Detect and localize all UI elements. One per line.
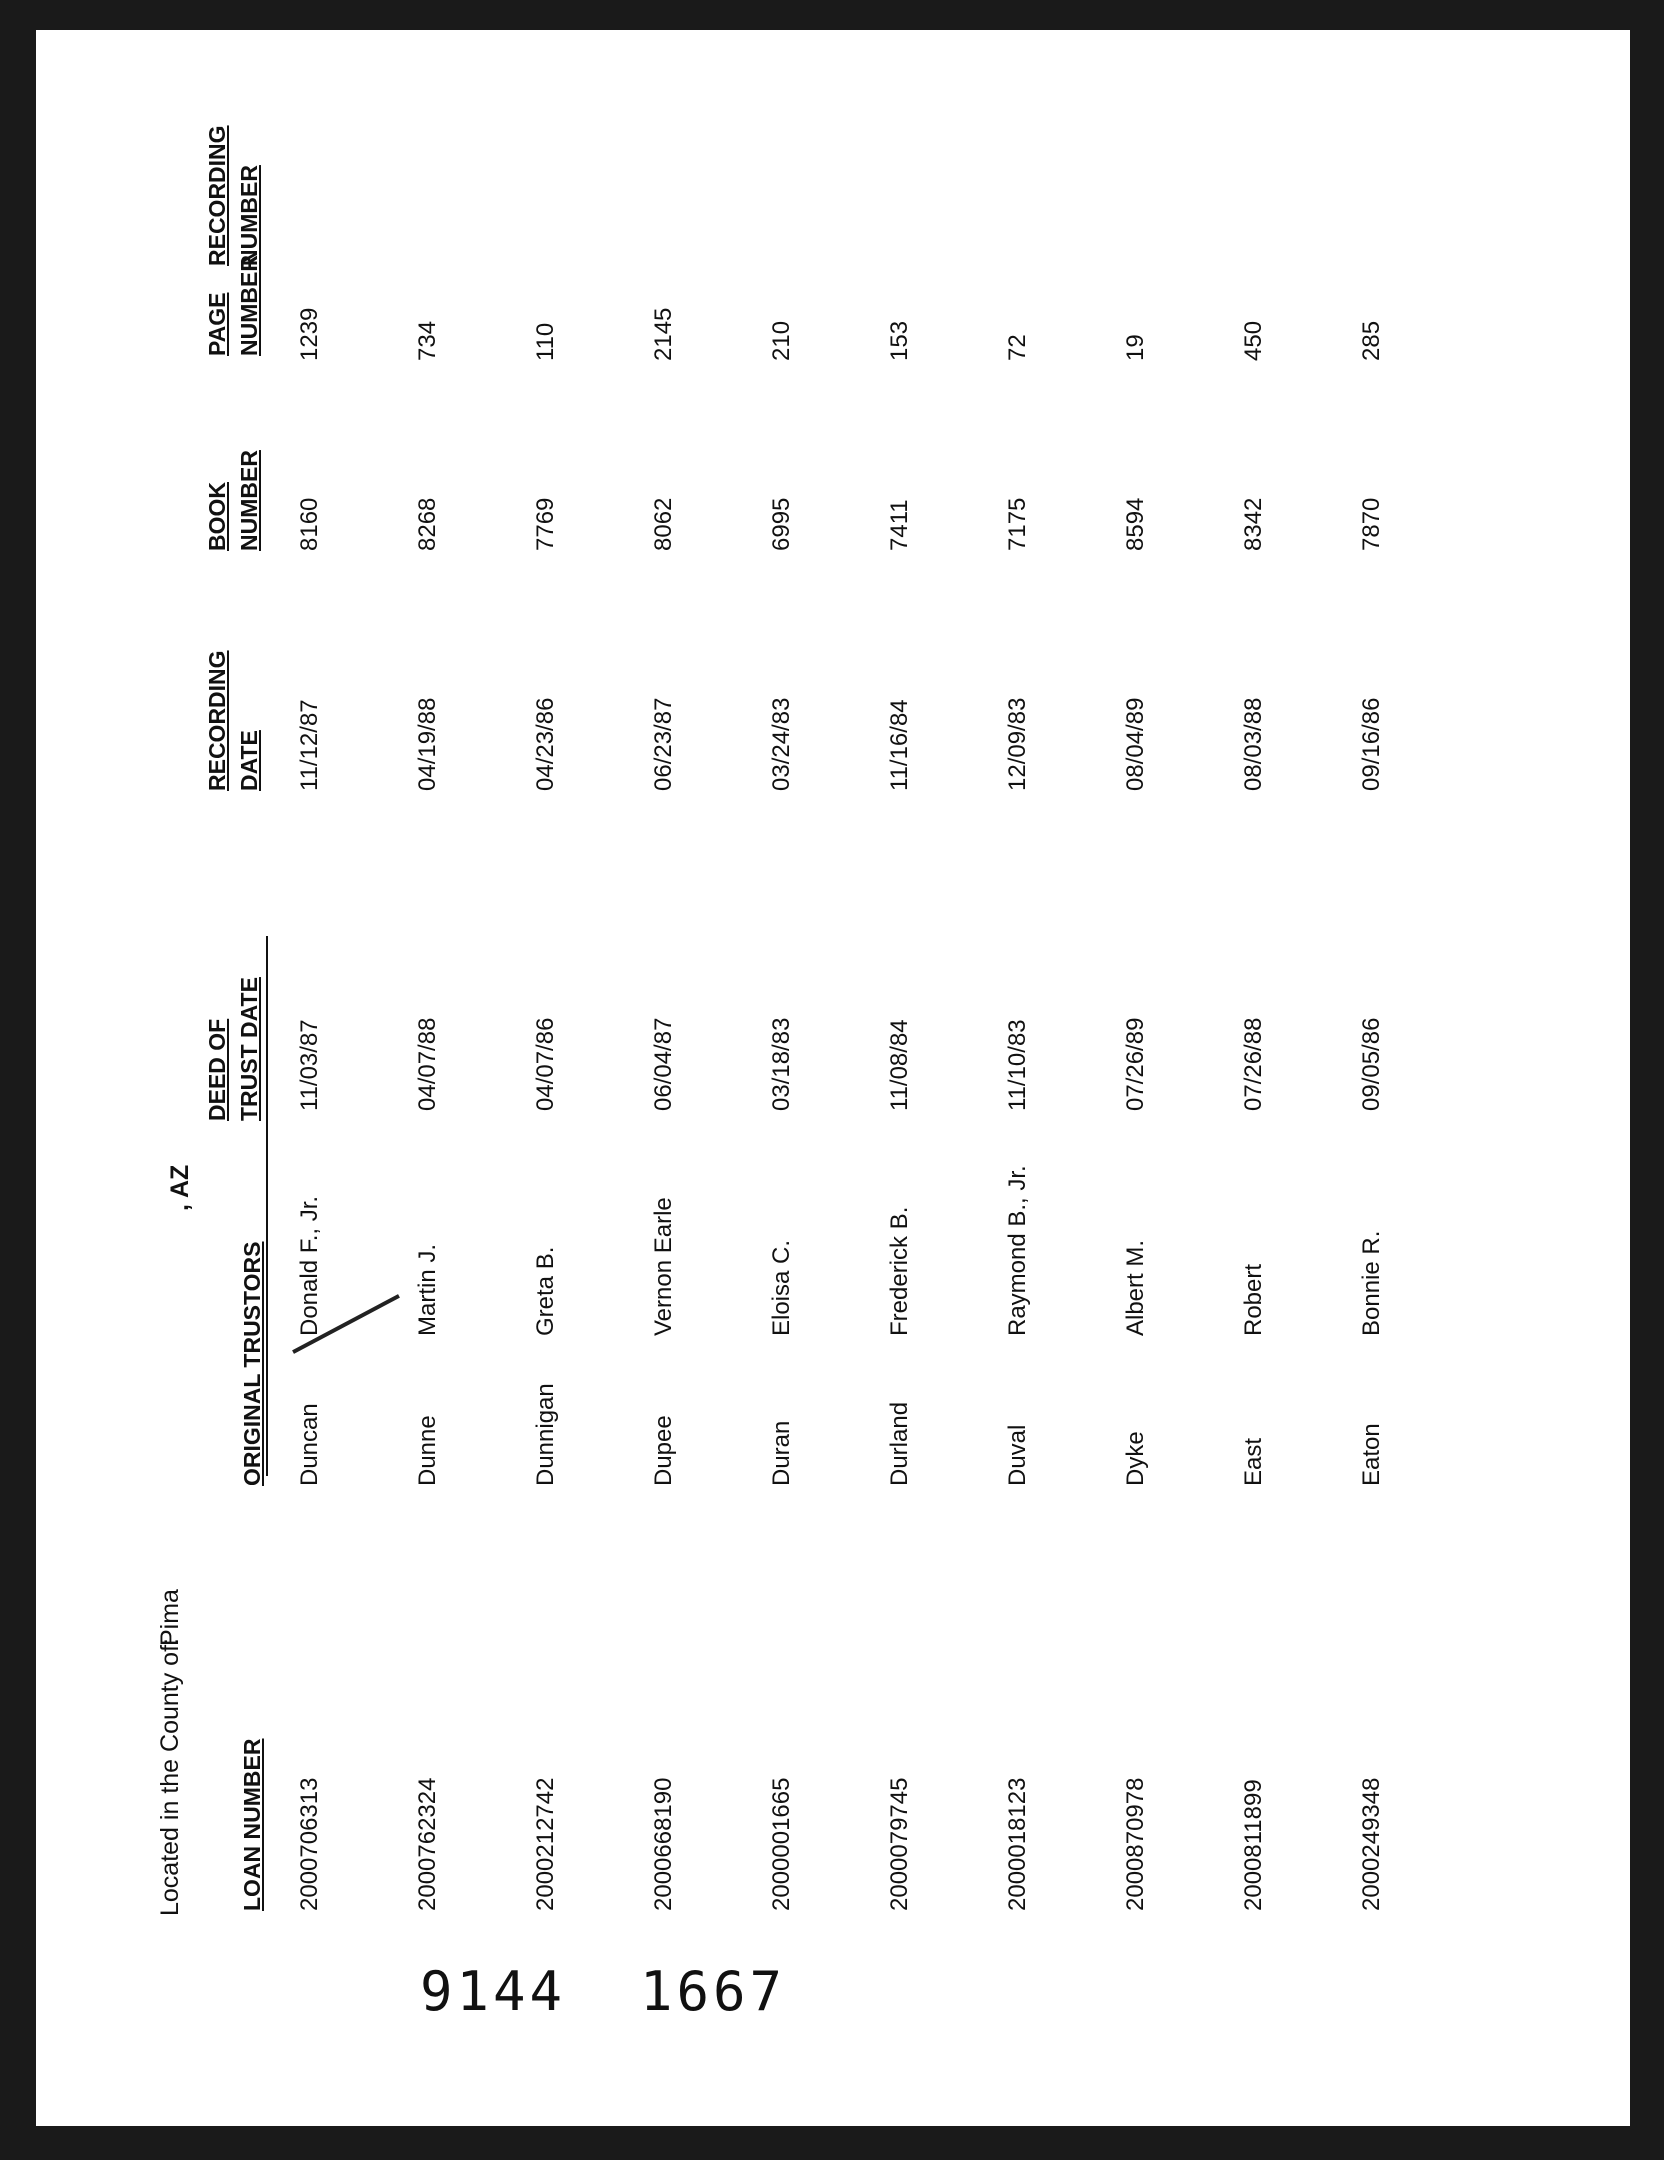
loan-number-cell: 2000079745 — [886, 1777, 913, 1911]
loan-number-cell: 2000762324 — [414, 1777, 441, 1911]
table-row — [296, 30, 336, 2126]
trustor-first-name-cell: Albert M. — [1122, 1239, 1149, 1336]
trustor-first-name-cell: Robert — [1240, 1263, 1267, 1336]
header-deed-line-1: DEED OF — [204, 1018, 230, 1121]
trustor-last-name-cell: Durland — [886, 1401, 913, 1486]
deed-of-trust-date-cell: 04/07/88 — [414, 1017, 441, 1111]
page-number-cell: 2145 — [650, 307, 677, 361]
book-number-cell: 7769 — [532, 497, 559, 551]
recording-date-cell: 03/24/83 — [768, 697, 795, 791]
book-number-cell: 8268 — [414, 497, 441, 551]
state-label: , AZ — [166, 1164, 194, 1211]
loan-number-cell: 2000212742 — [532, 1777, 559, 1911]
recording-date-cell: 06/23/87 — [650, 697, 677, 791]
book-number-cell: 7411 — [886, 499, 913, 551]
trustor-last-name-cell: Duran — [768, 1420, 795, 1486]
header-recording-number — [201, 96, 265, 266]
deed-of-trust-date-cell: 06/04/87 — [650, 1017, 677, 1111]
loan-number-cell: 2000668190 — [650, 1777, 677, 1911]
table-row — [414, 30, 454, 2126]
loan-number-cell: 2000018123 — [1004, 1777, 1031, 1911]
handwritten-number-right: 1667 — [640, 1960, 787, 2023]
page-number-cell: 210 — [768, 320, 795, 361]
page-number-cell: 110 — [532, 322, 559, 361]
page-number-cell: 1239 — [296, 307, 323, 361]
book-number-cell: 8160 — [296, 497, 323, 551]
trustor-first-name-cell: Raymond B., Jr. — [1004, 1165, 1031, 1336]
book-number-cell: 7175 — [1004, 497, 1031, 551]
loan-number-cell: 2000811899 — [1240, 1779, 1267, 1911]
book-number-cell: 6995 — [768, 497, 795, 551]
trustor-last-name-cell: Dupee — [650, 1415, 677, 1486]
recording-date-cell: 11/12/87 — [296, 699, 323, 791]
header-page-line-1: PAGE — [204, 292, 230, 356]
table-row — [1358, 30, 1398, 2126]
page-number-cell: 72 — [1004, 334, 1031, 361]
loan-number-cell: 2000001665 — [768, 1777, 795, 1911]
trustor-first-name-cell: Frederick B. — [886, 1206, 913, 1336]
rotated-table-region — [36, 30, 1630, 2126]
trustor-last-name-cell: Duncan — [296, 1403, 323, 1486]
recording-date-cell: 09/16/86 — [1358, 697, 1385, 791]
recording-date-cell: 11/16/84 — [886, 699, 913, 791]
header-book-number — [201, 411, 265, 551]
deed-of-trust-date-cell: 09/05/86 — [1358, 1017, 1385, 1111]
header-recnum-line-1: RECORDING — [204, 125, 230, 266]
loan-number-cell: 2000706313 — [296, 1777, 323, 1911]
trustor-first-name-cell: Bonnie R. — [1358, 1230, 1385, 1336]
page-number-cell: 450 — [1240, 320, 1267, 361]
header-recnum-line-2: NUMBER — [236, 165, 262, 266]
table-row — [886, 30, 926, 2126]
loan-number-cell: 2000249348 — [1358, 1777, 1385, 1911]
recording-date-cell: 04/23/86 — [532, 697, 559, 791]
header-deed-line-2: TRUST DATE — [236, 977, 262, 1121]
deed-of-trust-date-cell: 11/03/87 — [296, 1019, 323, 1111]
page-number-cell: 285 — [1358, 320, 1385, 361]
table-row — [650, 30, 690, 2126]
table-row — [532, 30, 572, 2126]
book-number-cell: 8594 — [1122, 497, 1149, 551]
deed-of-trust-date-cell: 11/08/84 — [886, 1019, 913, 1111]
table-row — [1004, 30, 1044, 2126]
header-page-line-2: NUMBER — [236, 255, 262, 356]
deed-of-trust-date-cell: 07/26/88 — [1240, 1017, 1267, 1111]
header-deed-of-trust-date — [201, 931, 265, 1121]
table-row — [768, 30, 808, 2126]
trustor-first-name-cell: Vernon Earle — [650, 1197, 677, 1336]
table-row — [1240, 30, 1280, 2126]
table-row — [1122, 30, 1162, 2126]
page-number-cell: 734 — [414, 320, 441, 361]
recording-date-cell: 04/19/88 — [414, 697, 441, 791]
trustor-first-name-cell: Donald F., Jr. — [296, 1195, 323, 1336]
book-number-cell: 8342 — [1240, 497, 1267, 551]
trustor-first-name-cell: Martin J. — [414, 1243, 441, 1336]
header-recording-date — [201, 601, 265, 791]
recording-date-cell: 08/03/88 — [1240, 697, 1267, 791]
recording-date-cell: 12/09/83 — [1004, 697, 1031, 791]
header-rule — [266, 936, 268, 1476]
trustor-last-name-cell: Dyke — [1122, 1431, 1149, 1486]
header-book-line-2: NUMBER — [236, 450, 262, 551]
trustor-last-name-cell: East — [1240, 1437, 1267, 1486]
header-book-line-1: BOOK — [204, 482, 230, 551]
loan-number-cell: 2000870978 — [1122, 1777, 1149, 1911]
trustor-last-name-cell: Dunne — [414, 1415, 441, 1486]
trustor-first-name-cell: Eloisa C. — [768, 1239, 795, 1336]
header-original-trustors: ORIGINAL TRUSTORS — [239, 1241, 265, 1486]
deed-of-trust-date-cell: 11/10/83 — [1004, 1019, 1031, 1111]
header-loan-number: LOAN NUMBER — [239, 1738, 265, 1911]
page-number-cell: 19 — [1122, 334, 1149, 361]
trustor-first-name-cell: Greta B. — [532, 1246, 559, 1336]
handwritten-number-left: 9144 — [420, 1960, 567, 2023]
book-number-cell: 7870 — [1358, 497, 1385, 551]
book-number-cell: 8062 — [650, 497, 677, 551]
deed-of-trust-date-cell: 04/07/86 — [532, 1017, 559, 1111]
header-recdate-line-1: RECORDING — [204, 650, 230, 791]
deed-of-trust-date-cell: 07/26/89 — [1122, 1017, 1149, 1111]
county-label: Located in the County of: — [156, 1638, 184, 1916]
page-number-cell: 153 — [886, 320, 913, 361]
deed-of-trust-date-cell: 03/18/83 — [768, 1017, 795, 1111]
recording-date-cell: 08/04/89 — [1122, 697, 1149, 791]
county-name: Pima — [156, 1589, 184, 1646]
trustor-last-name-cell: Dunnigan — [532, 1383, 559, 1486]
header-recdate-line-2: DATE — [236, 730, 262, 791]
trustor-last-name-cell: Duval — [1004, 1424, 1031, 1486]
trustor-last-name-cell: Eaton — [1358, 1423, 1385, 1486]
document-page — [36, 30, 1630, 2126]
